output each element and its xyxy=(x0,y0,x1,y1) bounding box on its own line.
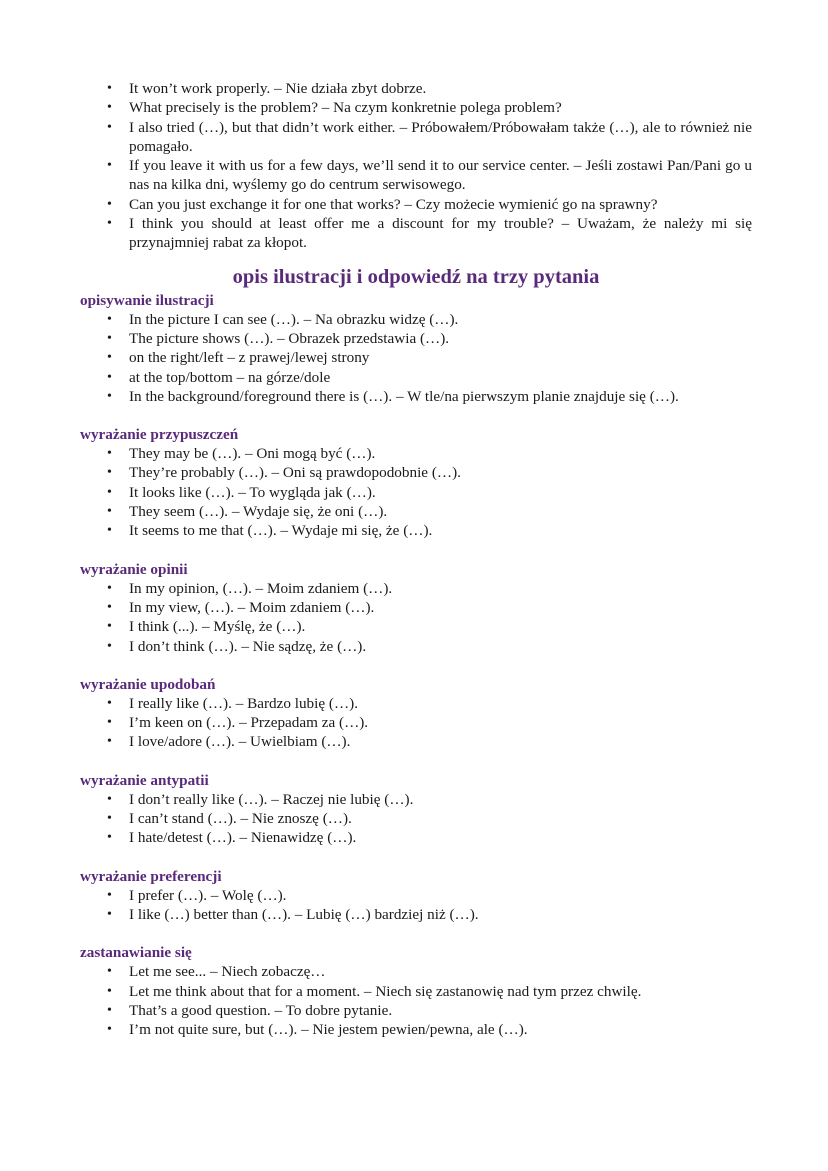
list-item: • I like (…) better than (…). – Lubię (…) bardziej niż (…). xyxy=(107,905,479,923)
list-item: • I prefer (…). – Wolę (…). xyxy=(107,886,287,904)
list-item: • They seem (…). – Wydaje się, że oni (…). xyxy=(107,503,388,521)
bullet-icon: • xyxy=(107,196,112,212)
bullet-icon: • xyxy=(107,599,112,615)
section-heading: zastanawianie się xyxy=(80,944,192,962)
bullet-icon: • xyxy=(107,446,112,462)
bullet-icon: • xyxy=(107,695,112,711)
list-item: • If you leave it with us for a few days, we’ll send it to our service center. – Jeśli zostawi Pan/Pani go u nas na kilka dni, wyślemy go do centrum serwisowego. xyxy=(107,157,752,194)
spacer xyxy=(80,541,752,560)
spacer xyxy=(80,848,752,867)
bullet-icon: • xyxy=(107,369,112,385)
list-item: • I love/adore (…). – Uwielbiam (…). xyxy=(107,733,351,751)
spacer xyxy=(80,924,752,943)
phrase-list xyxy=(80,310,752,406)
list-item: • I think (...). – Myślę, że (…). xyxy=(107,618,306,636)
bullet-icon: • xyxy=(107,119,112,135)
document-content xyxy=(80,79,752,1039)
section-heading: wyrażanie preferencji xyxy=(80,867,222,885)
section-heading: wyrażanie antypatii xyxy=(80,771,209,789)
bullet-icon: • xyxy=(107,983,112,999)
section-heading: opisywanie ilustracji xyxy=(80,291,214,309)
list-item: • at the top/bottom – na górze/dole xyxy=(107,368,331,386)
spacer xyxy=(80,656,752,675)
bullet-icon: • xyxy=(107,311,112,327)
section-heading: wyrażanie przypuszczeń xyxy=(80,426,239,444)
list-item: • They’re probably (…). – Oni są prawdopodobnie (…). xyxy=(107,464,461,482)
list-item: • Let me think about that for a moment. – Niech się zastanowię nad tym przez chwilę. xyxy=(107,982,642,1000)
list-item: • I don’t really like (…). – Raczej nie lubię (…). xyxy=(107,790,414,808)
phrase-list xyxy=(80,790,752,848)
list-item: • I’m keen on (…). – Przepadam za (…). xyxy=(107,714,369,732)
bullet-icon: • xyxy=(107,887,112,903)
list-item: • I really like (…). – Bardzo lubię (…). xyxy=(107,694,358,712)
list-item: • Let me see... – Niech zobaczę… xyxy=(107,963,326,981)
bullet-icon: • xyxy=(107,734,112,750)
list-item: • I don’t think (…). – Nie sądzę, że (…). xyxy=(107,637,367,655)
list-item: • What precisely is the problem? – Na czym konkretnie polega problem? xyxy=(107,99,562,117)
bullet-icon: • xyxy=(107,830,112,846)
section-title: opis ilustracji i odpowiedź na trzy pytania xyxy=(232,265,600,288)
bullet-icon: • xyxy=(107,216,112,232)
spacer xyxy=(80,752,752,771)
list-item: • Can you just exchange it for one that works? – Czy możecie wymienić go na sprawny? xyxy=(107,195,658,213)
list-item: • In the background/foreground there is (…). – W tle/na pierwszym planie znajduje się (…). xyxy=(107,387,679,405)
bullet-icon: • xyxy=(107,791,112,807)
bullet-icon: • xyxy=(107,906,112,922)
bullet-icon: • xyxy=(107,504,112,520)
list-item: • They may be (…). – Oni mogą być (…). xyxy=(107,445,376,463)
list-item: • I can’t stand (…). – Nie znoszę (…). xyxy=(107,810,352,828)
list-item: • The picture shows (…). – Obrazek przedstawia (…). xyxy=(107,329,450,347)
list-item: • I hate/detest (…). – Nienawidzę (…). xyxy=(107,829,357,847)
phrase-list xyxy=(80,886,752,925)
list-item: • That’s a good question. – To dobre pytanie. xyxy=(107,1001,393,1019)
section-heading: wyrażanie upodobań xyxy=(80,675,216,693)
phrase-list xyxy=(80,579,752,656)
bullet-icon: • xyxy=(107,100,112,116)
list-item: • I think you should at least offer me a discount for my trouble? – Uważam, że należy mi się przynajmniej rabat za kłopot. xyxy=(107,215,752,252)
spacer xyxy=(80,406,752,425)
list-item: • In the picture I can see (…). – Na obrazku widzę (…). xyxy=(107,310,459,328)
phrase-list xyxy=(80,962,752,1039)
phrase-list xyxy=(80,694,752,752)
bullet-icon: • xyxy=(107,158,112,174)
list-item: • I also tried (…), but that didn’t work either. – Próbowałem/Próbowałam także (…), ale to również nie pomagało. xyxy=(107,118,752,155)
list-item: • In my view, (…). – Moim zdaniem (…). xyxy=(107,598,375,616)
bullet-icon: • xyxy=(107,484,112,500)
list-item: • on the right/left – z prawej/lewej strony xyxy=(107,349,370,367)
list-item: • It looks like (…). – To wygląda jak (…). xyxy=(107,483,376,501)
intro-list xyxy=(80,79,752,253)
bullet-icon: • xyxy=(107,330,112,346)
bullet-icon: • xyxy=(107,465,112,481)
bullet-icon: • xyxy=(107,388,112,404)
bullet-icon: • xyxy=(107,715,112,731)
phrase-list xyxy=(80,444,752,540)
list-item: • In my opinion, (…). – Moim zdaniem (…). xyxy=(107,579,393,597)
bullet-icon: • xyxy=(107,350,112,366)
bullet-icon: • xyxy=(107,81,112,96)
bullet-icon: • xyxy=(107,580,112,596)
bullet-icon: • xyxy=(107,1022,112,1038)
list-item: • It seems to me that (…). – Wydaje mi się, że (…). xyxy=(107,522,433,540)
list-item: • It won’t work properly. – Nie działa zbyt dobrze. xyxy=(107,80,427,97)
list-item: • I’m not quite sure, but (…). – Nie jestem pewien/pewna, ale (…). xyxy=(107,1021,528,1039)
bullet-icon: • xyxy=(107,523,112,539)
bullet-icon: • xyxy=(107,964,112,980)
section-heading: wyrażanie opinii xyxy=(80,560,188,578)
bullet-icon: • xyxy=(107,811,112,827)
bullet-icon: • xyxy=(107,638,112,654)
bullet-icon: • xyxy=(107,619,112,635)
bullet-icon: • xyxy=(107,1002,112,1018)
